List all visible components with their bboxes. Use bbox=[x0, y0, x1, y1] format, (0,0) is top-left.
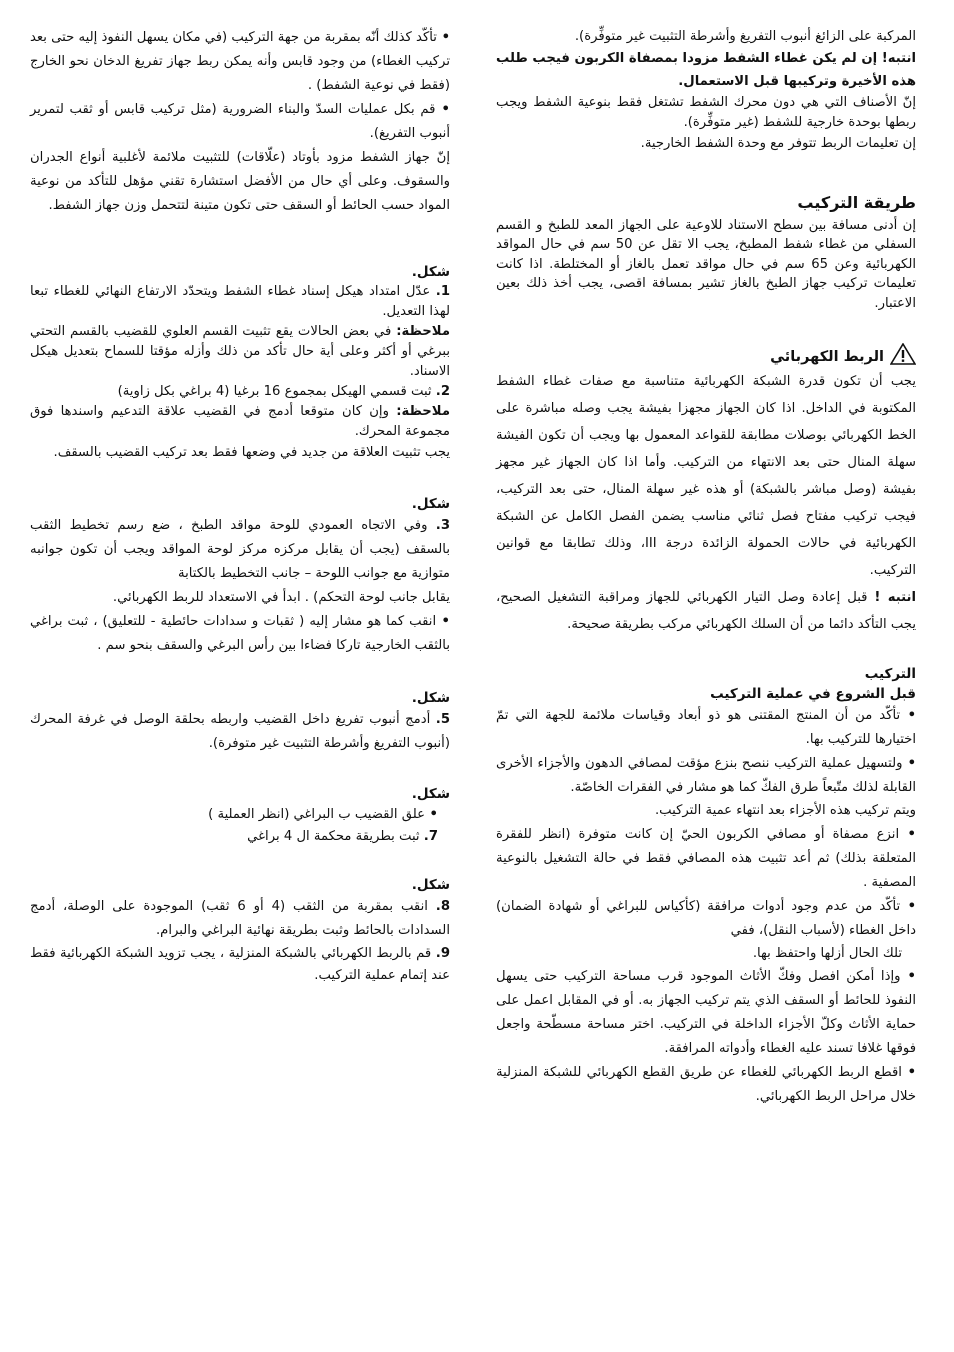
fig-label-6: شكل. bbox=[411, 786, 450, 802]
step-9-number: 9. bbox=[435, 945, 450, 961]
step-5-text: أدمج أنبوب تفريغ داخل القضيب واربطه بحلقة الوصل في غرفة المحرك (أنبوب التفريغ وأشرطة التثبيت غير متوفرة). bbox=[30, 712, 450, 751]
note-1 bbox=[30, 322, 450, 382]
install-method-text: إن أدنى مسافة بين سطح الاستناد للاوعية على الجهاز المعد للطبخ و القسم السفلي من غطاء شفط المطبخ، يجب الا تقل عن 50 سم في حال المواقد الكهربائية وعن 65 سم في حال مواقد تعمل بالغاز أو المختلطة. اذا كانت تعليمات تركيب جهاز الطبخ بالغاز تشير بمسافة اقصى، يجب أخذ ذلك بعين الاعتبار. bbox=[496, 217, 916, 311]
fig-label-8: شكل. bbox=[411, 876, 450, 893]
before-start-title: قبل الشروع في عملية التركيب bbox=[710, 686, 916, 703]
right-column bbox=[496, 26, 916, 1109]
fig-label-1: شكل. bbox=[411, 264, 450, 280]
note-2-label: ملاحظة: bbox=[396, 404, 450, 419]
step-5 bbox=[30, 708, 450, 756]
electrical-warning bbox=[496, 584, 916, 638]
step-7-text: ثبت بطريقة محكمة ال 4 براغي bbox=[247, 829, 424, 845]
step-3-continued: يقابل جانب لوحة التحكم) . ابدأ في الاستعداد للربط الكهربائي. bbox=[112, 590, 450, 605]
step-3 bbox=[30, 514, 450, 586]
step-3-drill-item: • انقب كما هو مشار إليه ( ثقبات و سدادات حائطية - للتعليق) ، ثبت براغي بالثقب الخارجية تاركا فضاءا بين رأس البرغي والسقف بنحو سم . bbox=[30, 610, 450, 658]
before-item-4: • تأكّد من عدم وجود أدوات مرافقة (كأكياس للبراغي أو شهادة الضمان) داخل الغطاء (لأسباب النقل)، ففي bbox=[496, 895, 916, 943]
electrical-warning-label: انتبه ! bbox=[874, 590, 916, 606]
note-2 bbox=[30, 402, 450, 442]
step-9-text: قم بالربط الكهربائي بالشبكة المنزلية ، يجب تزويد الشبكة الكهربائية فقط عند إتمام عملية التركيب. bbox=[30, 945, 450, 983]
step-2 bbox=[30, 382, 450, 402]
intro-paragraph-1: المركبة على الزائغ أنبوب التفريغ وأشرطة التثبيت غير متوفِّرة). bbox=[574, 29, 916, 44]
note-1-text: في بعض الحالات يقع تثبيت القسم العلوي للقضيب بالقسم التحتي ببرغي أو أكثر وعلى أية حال تأكد من ذلك وأزله مؤقتا للسماح بتعديل هيكل الاسناد. bbox=[30, 324, 450, 379]
step-1 bbox=[30, 282, 450, 322]
step-8-number: 8. bbox=[435, 898, 450, 914]
carbon-filter-warning: انتبه! إن لم يكن غطاء الشفط مزودا بمصفاة الكربون فيجب طلب هذه الأخيرة وتركيبها قبل الاستعمال. bbox=[496, 51, 916, 89]
before-item-5: • وإذا أمكن افصل وفكّ الأثاث الموجود قرب مساحة التركيب حتى يسهل النفوذ للحائط أو السقف الذي يتم تركيب الجهاز به. أو في المقابل اعمل على حماية الأثاث وكلّ الأجزاء الداخلة في التركيب. اختر مساحة مسطّحة واجعل فوقها غلافا تسند عليه الغطاء وأدواته المرافقة. bbox=[496, 965, 916, 1061]
step-3-text: وفي الاتجاه العمودي للوحة مواقد الطبخ ، ضع رسم تخطيط الثقب بالسقف (يجب أن يقابل مركزه مركز لوحة المواقد ويجب أن تكون جوانبه متوازية مع جوانب اللوحة – جانب التخطيط بالكتابة bbox=[30, 518, 450, 581]
anchors-text: إنّ جهاز الشفط مزود بأوتاد (علّاقات) للتثبيت ملائمة لأغلبية أنواع الجدران والسقوف. وعلى أي حال من الأفضل استشارة تقني مؤهل للتأكد من نوعية المواد حسب الحائط أو السقف حتى تكون متينة لتتحمل وزن جهاز الشفط. bbox=[30, 150, 450, 213]
hang-item: • علق القضيب ب البراغي (انظر العملية ) bbox=[30, 804, 450, 826]
before-item-1: • تأكّد من أن المنتج المقتنى هو ذو أبعاد وقياسات ملائمة للجهة التي تمّ اختيارها للتركيب بها. bbox=[496, 704, 916, 752]
step-8-text: انقب بمقربة من الثقب (4 أو 6 ثقب) الموجودة على الوصلة، أدمج السدادات بالحائط وثبت بطريقة نهائية البراغي والبرام. bbox=[30, 898, 450, 938]
before-note: ويتم تركيب هذه الأجزاء بعد انتهاء عمية التركيب. bbox=[654, 803, 916, 819]
electrical-warning-text: قبل إعادة وصل التيار الكهربائي للجهاز ومراقبة التشغيل الصحيح، يجب التأكد دائما من أن السلك الكهربائي مركب بطريقة صحيحة. bbox=[496, 590, 916, 633]
step-2-number: 2. bbox=[435, 384, 450, 399]
step-1-text: عدّل امتداد هيكل إسناد غطاء الشفط ويتحدّد الارتفاع النهائي للغطاء تبعا لهذا التعديل. bbox=[30, 284, 450, 319]
intro-paragraph-4: إن تعليمات الربط تتوفر مع وحدة الشفط الخارجية. bbox=[640, 136, 916, 152]
before-note-2: تلك الحال أزلها واحتفظ بها. bbox=[752, 945, 902, 961]
before-item-3: • انزع مصفاة أو مصافي الكربون الحيّ إن كانت متوفرة (انظر للفقرة المتعلقة بذلك) ثم أعد تثبيت هذه المصافي فقط في حالة التشغيل بالنوعية المصفية . bbox=[496, 823, 916, 895]
assembly-title: التركيب bbox=[864, 666, 916, 683]
note-2-text: وإن كان متوقعا أدمج في القضيب علاقة التدعيم واسندها فوق مجموعة المحرك. bbox=[30, 404, 450, 439]
warning-icon bbox=[890, 343, 916, 365]
fig-label-5: شكل. bbox=[411, 690, 450, 706]
step-1-number: 1. bbox=[435, 284, 450, 299]
step-8 bbox=[30, 895, 450, 943]
fig-label-3: شكل. bbox=[411, 496, 450, 512]
before-item-2: • ولتسهيل عملية التركيب ننصح بنزع مؤقت لمصافي الدهون والأجزاء الأخرى القابلة لذلك متّبعاً طرق الفكّ كما هو مشار في الفقرات الخاصّة. bbox=[496, 752, 916, 800]
install-method-title: طريقة التركيب bbox=[797, 192, 916, 212]
note-2-extra: يجب تثبيت العلاقة من جديد في وضعها فقط بعد تركيب القضيب بالسقف. bbox=[53, 445, 450, 460]
step-7 bbox=[30, 826, 450, 848]
step-9 bbox=[30, 943, 450, 987]
electrical-title-row bbox=[496, 343, 916, 368]
left-item-1: • تأكّد كذلك أنّه بمقربة من جهة التركيب (في مكان يسهل النفوذ إليه حتى بعد تركيب الغطاء) من وجود قابس وأنه يمكن ربط جهاز تفريغ الدخان نحو الخارج (فقط في نوعية الشفط) . bbox=[30, 26, 450, 98]
note-1-label: ملاحظة: bbox=[396, 324, 450, 339]
left-column bbox=[30, 26, 450, 987]
electrical-title: الربط الكهربائي bbox=[770, 349, 884, 366]
step-5-number: 5. bbox=[435, 712, 450, 727]
step-3-number: 3. bbox=[435, 518, 450, 533]
intro-paragraph-3: إنّ الأصناف التي هي دون محرك الشفط تشتغل فقط بنوعية الشفط ويجب ربطها بوحدة خارجية للشفط (غير متوفِّرة). bbox=[496, 95, 916, 131]
electrical-text: يجب أن تكون قدرة الشبكة الكهربائية متناسبة مع صفات غطاء الشفط المكتوبة في الداخل. اذا كان الجهاز مجهزا بفيشة يجب وصله مباشرة على الخط الكهربائي بوصلات مطابقة للقواعد المعمول بها ويجب أن تكون الفيشة سهلة المنال حتى بعد الانتهاء من التركيب. وأما اذا كان الجهاز غير مجهز بفيشة (وصل مباشر بالشبكة) أو هذه غير سهلة المنال، حتى بعد التركيب، فيجب تركيب مفتاح فصل ثنائي مناسب يضمن الفصل الكامل عن الشبكة الكهربائية في حالات الحمولة الزائدة درجة III، وذلك تطابقا مع قوانين التركيب. bbox=[496, 374, 916, 579]
step-7-number: 7. bbox=[423, 829, 438, 845]
before-item-6: • اقطع الربط الكهربائي للغطاء عن طريق القطع الكهربائي للشبكة المنزلية خلال مراحل الربط الكهربائي. bbox=[496, 1061, 916, 1109]
step-2-text: ثبت قسمي الهيكل بمجموع 16 برغيا (4 براغي بكل زاوية) bbox=[117, 384, 436, 399]
left-item-2: • قم بكل عمليات السدّ والبناء الضرورية (مثل تركيب قابس أو ثقب لتمرير أنبوب التفريغ). bbox=[30, 98, 450, 146]
